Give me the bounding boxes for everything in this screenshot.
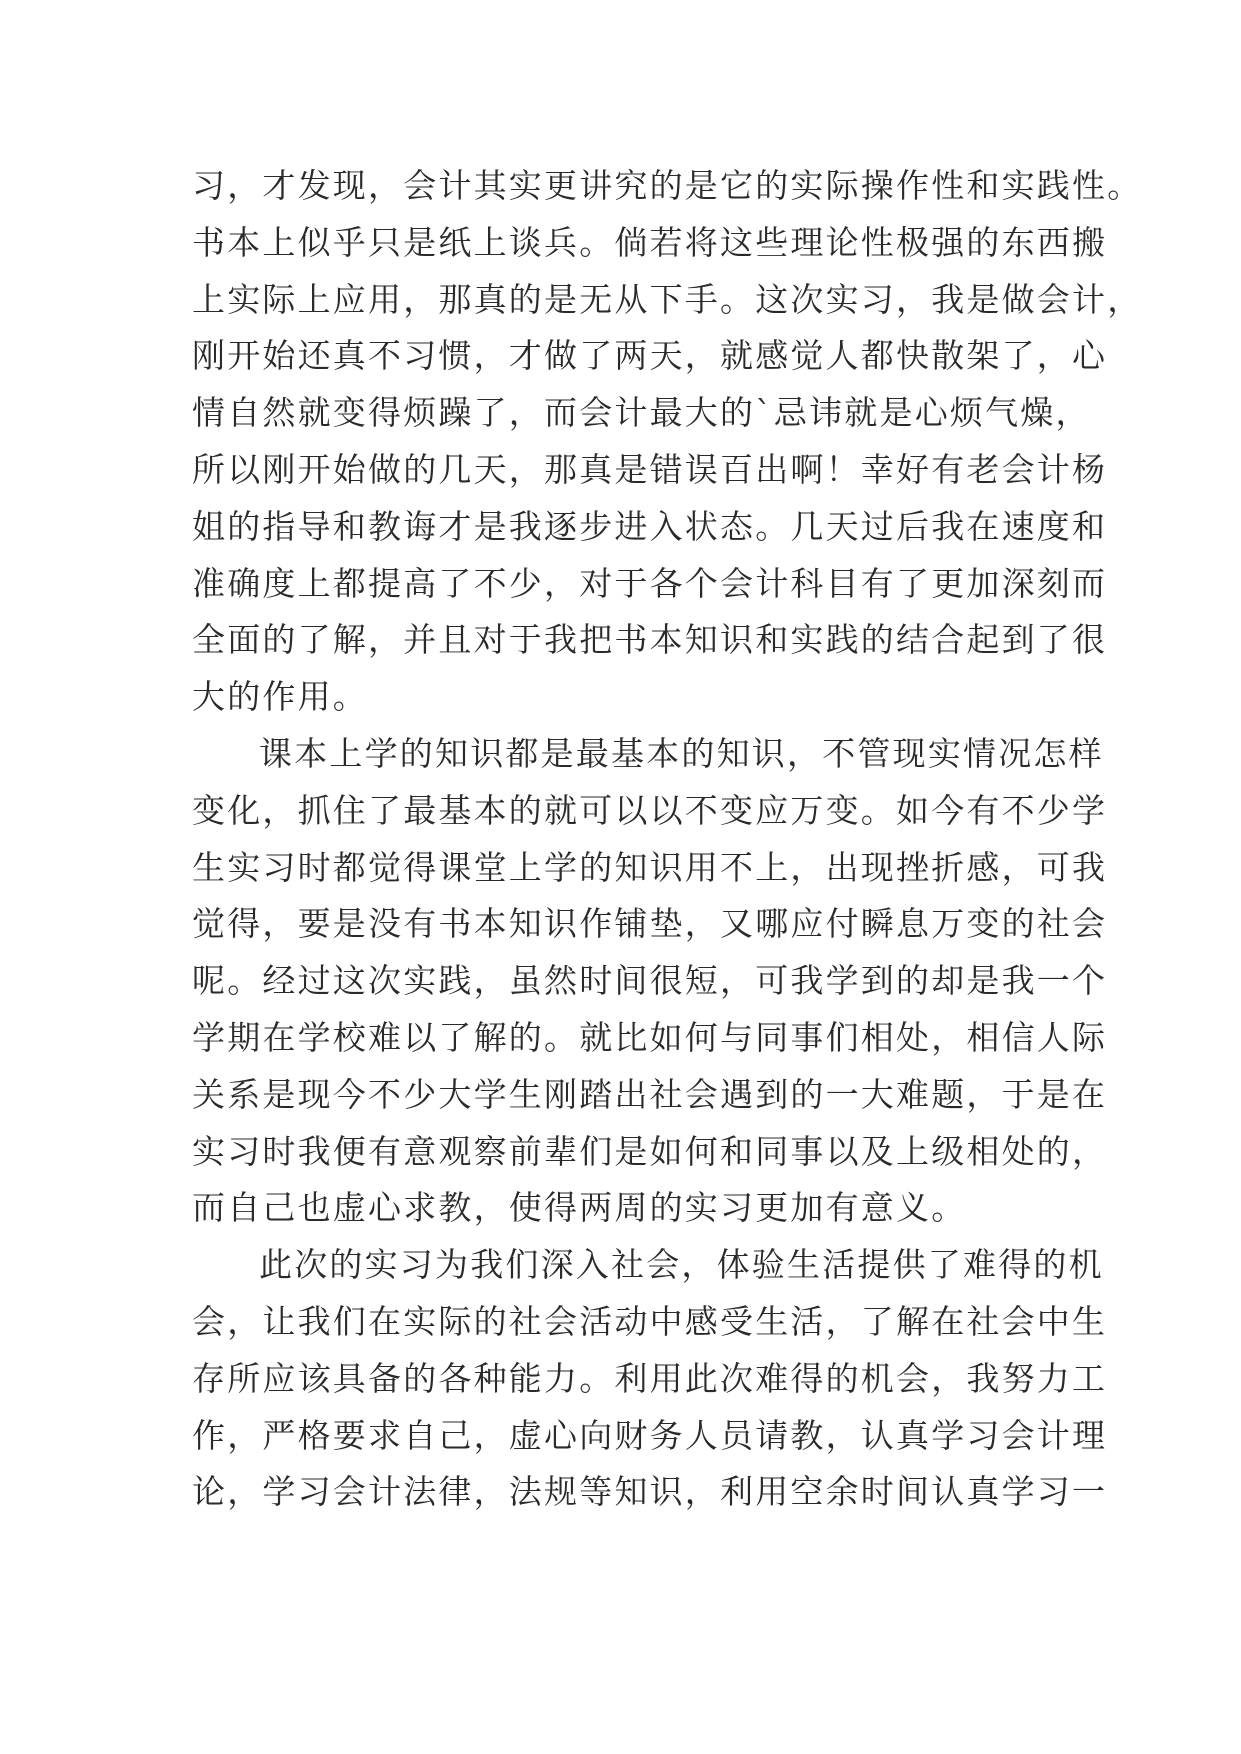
paragraph-first-line: 课本上学的知识都是最基本的知识，不管现实情况怎样	[259, 733, 1104, 773]
text-line: 觉得，要是没有书本知识作铺垫，又哪应付瞬息万变的社会	[192, 904, 1108, 944]
text-line: 呢。经过这次实践，虽然时间很短，可我学到的却是我一个	[192, 961, 1108, 1001]
text-line: 学期在学校难以了解的。就比如何与同事们相处，相信人际	[192, 1017, 1108, 1057]
text-line: 存所应该具备的各种能力。利用此次难得的机会，我努力工	[192, 1358, 1108, 1398]
text-line: 姐的指导和教诲才是我逐步进入状态。几天过后我在速度和	[192, 506, 1108, 546]
text-line: 论，学习会计法律，法规等知识，利用空余时间认真学习一	[192, 1472, 1108, 1512]
text-line: 所以刚开始做的几天，那真是错误百出啊！幸好有老会计杨	[192, 449, 1108, 489]
text-line: 上实际上应用，那真的是无从下手。这次实习，我是做会计，	[192, 279, 1143, 319]
text-line: 习，才发现，会计其实更讲究的是它的实际操作性和实践性。	[192, 166, 1143, 205]
text-line: 变化，抓住了最基本的就可以以不变应万变。如今有不少学	[192, 790, 1108, 830]
text-line: 书本上似乎只是纸上谈兵。倘若将这些理论性极强的东西搬	[192, 222, 1108, 262]
text-line: 生实习时都觉得课堂上学的知识用不上，出现挫折感，可我	[192, 847, 1108, 887]
text-line: 大的作用。	[192, 677, 368, 717]
text-line: 关系是现今不少大学生刚踏出社会遇到的一大难题，于是在	[192, 1074, 1108, 1114]
text-line: 会，让我们在实际的社会活动中感受生活，了解在社会中生	[192, 1301, 1108, 1341]
text-line: 准确度上都提高了不少，对于各个会计科目有了更加深刻而	[192, 563, 1108, 603]
text-line: 实习时我便有意观察前辈们是如何和同事以及上级相处的，	[192, 1131, 1108, 1171]
text-line: 而自己也虚心求教，使得两周的实习更加有意义。	[192, 1188, 967, 1228]
paragraph-first-line: 此次的实习为我们深入社会，体验生活提供了难得的机	[259, 1245, 1104, 1285]
text-line: 刚开始还真不习惯，才做了两天，就感觉人都快散架了，心	[192, 336, 1108, 376]
text-line: 情自然就变得烦躁了，而会计最大的`忌讳就是心烦气燥，	[192, 393, 1091, 433]
body-text	[192, 158, 1143, 1521]
text-line: 作，严格要求自己，虚心向财务人员请教，认真学习会计理	[192, 1415, 1108, 1455]
text-line: 全面的了解，并且对于我把书本知识和实践的结合起到了很	[192, 620, 1108, 660]
